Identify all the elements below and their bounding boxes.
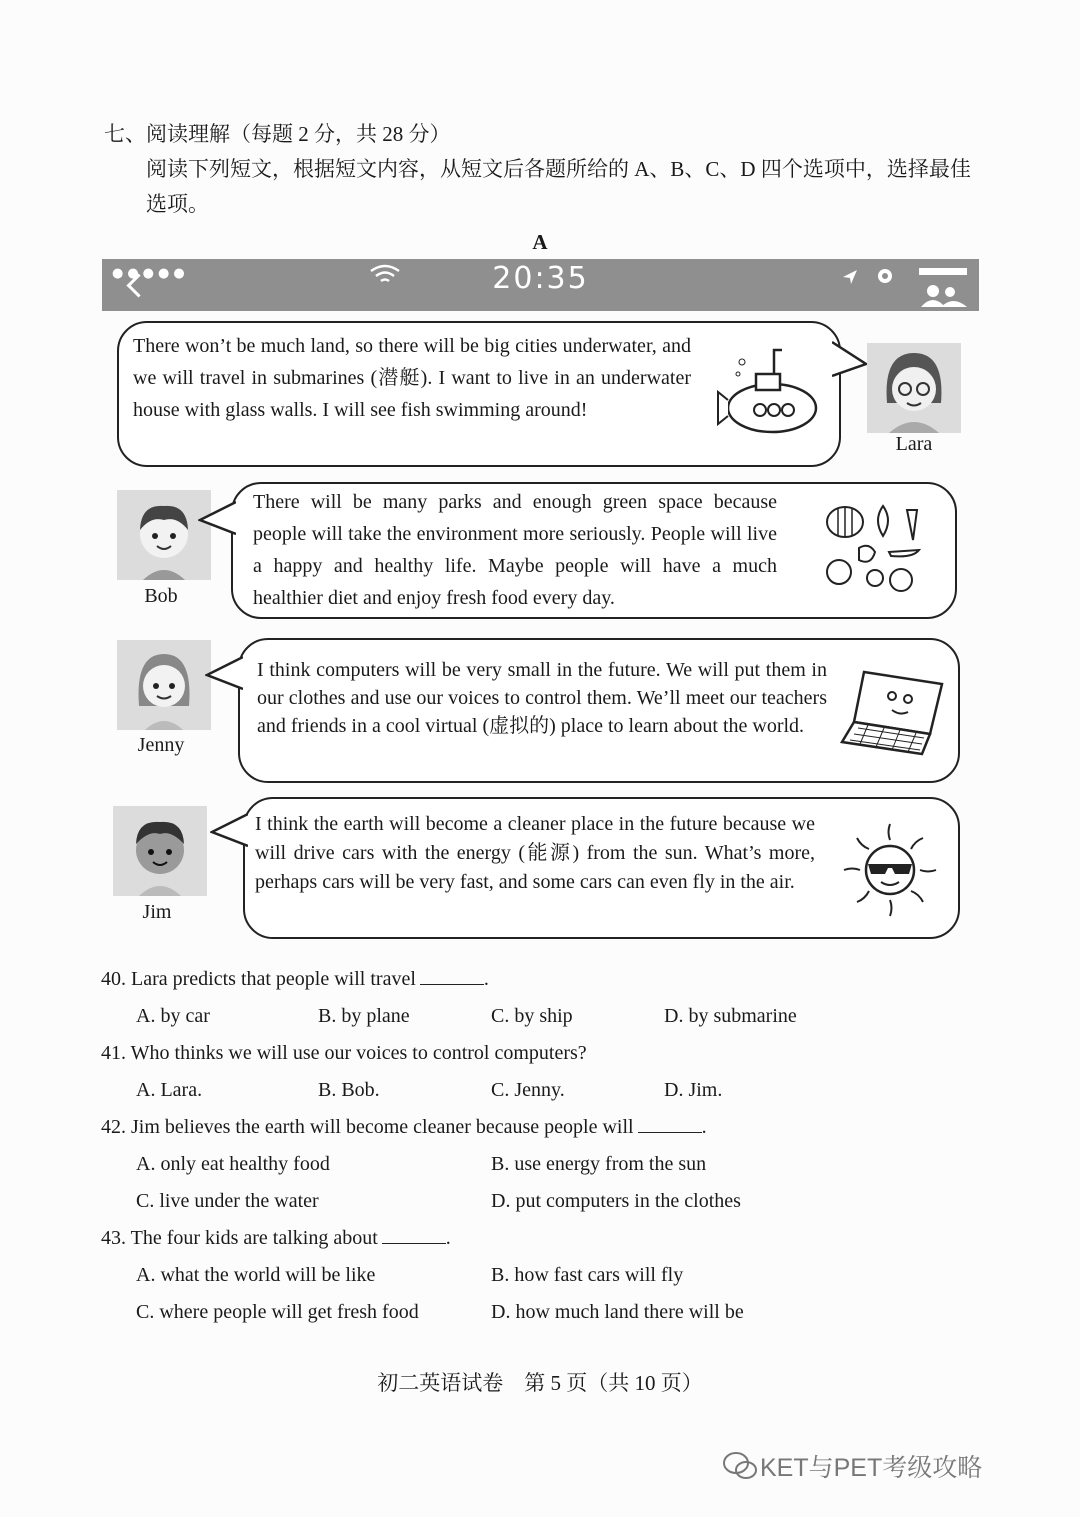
sun-icon <box>837 820 943 920</box>
vegetables-icon <box>823 496 927 596</box>
bubble-tail-lara <box>832 340 868 380</box>
question-41: 41. Who thinks we will use our voices to control computers? <box>101 1042 587 1064</box>
option: B. Bob. <box>318 1079 380 1101</box>
alarm-icon <box>878 269 892 283</box>
phone-status-bar <box>102 259 979 311</box>
avatar-jim-face <box>113 806 207 896</box>
option: D. by submarine <box>664 1005 797 1027</box>
submarine-icon <box>716 340 822 440</box>
option: C. by ship <box>491 1005 573 1027</box>
avatar-bob-face <box>117 490 211 580</box>
kid-text-bob: There will be many parks and enough green space because people will take the environment more seriously. People will live a happy and healthy life. Maybe people will have a much healthier diet and enjoy fresh food every day. <box>253 491 777 609</box>
option: B. how fast cars will fly <box>491 1264 684 1286</box>
question-40: 40. Lara predicts that people will travel . <box>101 968 489 990</box>
laptop-icon <box>838 662 948 758</box>
bubble-tail-jim <box>210 812 248 852</box>
option: A. only eat healthy food <box>136 1153 330 1175</box>
page-footer: 初二英语试卷 第 5 页（共 10 页） <box>377 1371 703 1395</box>
bubble-tail-bob <box>198 500 236 540</box>
signal-dots: ●●●●● <box>112 266 189 281</box>
passage-label: A <box>532 230 548 254</box>
answer-blank <box>638 1116 702 1133</box>
option: B. by plane <box>318 1005 410 1027</box>
option: D. how much land there will be <box>491 1301 744 1323</box>
kid-name-lara: Lara <box>895 433 933 455</box>
option: D. Jim. <box>664 1079 723 1101</box>
avatar-jenny-face <box>117 640 211 730</box>
option: A. by car <box>136 1005 210 1027</box>
section-title: 七、阅读理解（每题 2 分，共 28 分） <box>104 122 451 146</box>
kid-name-jenny: Jenny <box>137 734 185 756</box>
clock-time: 20:35 <box>492 261 589 296</box>
answer-blank <box>382 1227 446 1244</box>
option: A. Lara. <box>136 1079 203 1101</box>
option: A. what the world will be like <box>136 1264 376 1286</box>
option: C. live under the water <box>136 1190 319 1212</box>
option: C. where people will get fresh food <box>136 1301 419 1323</box>
kid-text-jim: I think the earth will become a cleaner place in the future because we will drive cars with the energy (能源) from the sun. What’s more, perhaps cars will be very fast, and some cars can even fly in the air. <box>255 813 815 893</box>
section-instruction: 阅读下列短文，根据短文内容，从短文后各题所给的 A、B、C、D 四个选项中，选择最佳选项。 <box>146 157 971 216</box>
location-arrow-icon <box>843 270 857 284</box>
status-icons <box>837 263 977 309</box>
kid-name-bob: Bob <box>144 585 178 607</box>
question-43: 43. The four kids are talking about . <box>101 1227 451 1249</box>
kid-name-jim: Jim <box>142 901 172 923</box>
option: C. Jenny. <box>491 1079 565 1101</box>
wechat-icon <box>722 1450 758 1482</box>
kid-text-jenny: I think computers will be very small in the future. We will put them in our clothes and use our voices to control them. We’ll meet our teachers and friends in a cool virtual (虚拟的) place to learn about the world. <box>257 659 827 737</box>
avatar-lara <box>867 343 961 433</box>
contacts-icon <box>919 268 967 307</box>
watermark: KET与PET考级攻略 <box>760 1454 983 1482</box>
option: D. put computers in the clothes <box>491 1190 741 1212</box>
bubble-tail-jenny <box>205 655 243 695</box>
option: B. use energy from the sun <box>491 1153 707 1175</box>
answer-blank <box>420 968 484 985</box>
kid-text-lara: There won’t be much land, so there will be big cities underwater, and we will travel in submarines (潜艇). I want to live in an underwater house with glass walls. I will see fish swimming around! <box>133 335 691 421</box>
question-42: 42. Jim believes the earth will become cleaner because people will . <box>101 1116 707 1138</box>
